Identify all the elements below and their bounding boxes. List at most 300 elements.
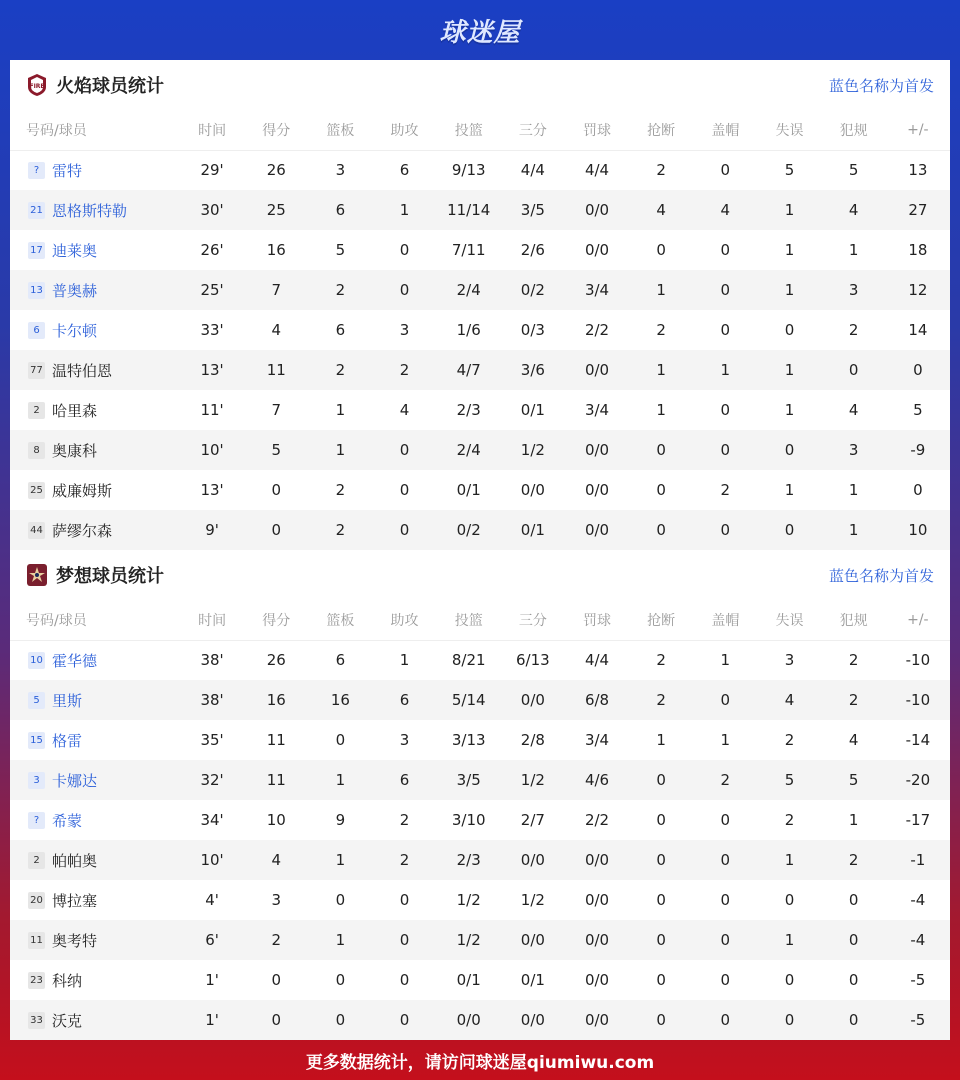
stat-cell: 0 <box>720 241 731 259</box>
stat-cell: 0 <box>656 1011 666 1029</box>
jersey-number-badge: 3 <box>28 772 45 789</box>
stat-cell: 16 <box>330 691 350 709</box>
table-row[interactable] <box>10 270 950 310</box>
stat-cell: 10' <box>200 851 224 869</box>
stat-cell: 0 <box>913 361 923 379</box>
column-header: 投篮 <box>454 122 483 139</box>
stat-cell: 14 <box>908 321 928 339</box>
stat-cell: 2/2 <box>584 321 610 339</box>
player-cell <box>10 640 180 680</box>
player-name-link[interactable]: 奥考特 <box>52 931 98 950</box>
stat-cell: 29' <box>180 150 244 190</box>
starter-note-link[interactable]: 蓝色名称为首发 <box>828 566 934 585</box>
stat-cell: 8/21 <box>437 640 501 680</box>
player-cell <box>10 880 180 920</box>
stat-cell: 26' <box>200 241 224 259</box>
team-panel-fire <box>10 60 950 550</box>
player-stats-table <box>10 110 950 550</box>
stat-cell: 30' <box>200 201 224 219</box>
stat-cell: 3/4 <box>584 731 610 749</box>
jersey-number-badge: ? <box>28 162 45 179</box>
stat-cell: -1 <box>910 851 926 869</box>
stat-cell: 2/6 <box>520 241 545 259</box>
stat-cell: 2/4 <box>456 441 481 459</box>
stat-cell: 4/4 <box>565 150 629 190</box>
column-header: 犯规 <box>839 122 868 139</box>
player-name-link[interactable]: 博拉塞 <box>52 891 98 910</box>
stat-cell: 1 <box>335 771 346 789</box>
stat-cell: 2 <box>822 640 886 680</box>
stat-cell: 0 <box>335 1011 346 1029</box>
player-cell <box>10 270 180 310</box>
stat-cell: 0 <box>720 521 731 539</box>
stat-cell: 0 <box>720 891 731 909</box>
brand-logo: 球迷屋 <box>439 17 521 48</box>
table-header-row <box>10 110 950 150</box>
stat-cell: 34' <box>200 811 224 829</box>
stat-cell: 5 <box>335 241 346 259</box>
player-cell <box>10 960 180 1000</box>
stat-cell: 0/0 <box>584 521 610 539</box>
stat-cell: 32' <box>200 771 224 789</box>
stat-cell: 0 <box>271 521 281 539</box>
stat-cell: -17 <box>905 811 931 829</box>
stat-cell: 2/7 <box>520 811 545 829</box>
stat-cell: 1 <box>784 931 795 949</box>
stat-cell: 0 <box>693 150 757 190</box>
stat-cell: 0 <box>656 811 666 829</box>
stat-cell: 0 <box>399 441 410 459</box>
stat-cell: -9 <box>910 441 926 459</box>
stat-cell: 33' <box>200 321 224 339</box>
stat-cell: 4' <box>205 891 219 909</box>
team-title-group <box>26 562 164 588</box>
player-name-link[interactable]: 格雷 <box>52 731 83 750</box>
stat-cell: 2 <box>656 691 666 709</box>
stat-cell: 0 <box>656 441 666 459</box>
stat-cell: 0 <box>848 891 859 909</box>
stat-cell: 2 <box>720 771 731 789</box>
stat-cell: 1 <box>372 640 436 680</box>
stat-cell: 0 <box>720 851 731 869</box>
player-name-link[interactable]: 卡娜达 <box>52 771 98 790</box>
stat-cell: 11 <box>266 731 286 749</box>
stat-cell: 0 <box>784 321 795 339</box>
stat-cell: 0 <box>656 481 666 499</box>
table-row[interactable] <box>10 510 950 550</box>
table-row[interactable] <box>10 760 950 800</box>
stat-cell: 0 <box>399 521 410 539</box>
table-row[interactable] <box>10 920 950 960</box>
column-header: 助攻 <box>390 122 419 139</box>
stat-cell: 1 <box>784 851 795 869</box>
stat-cell: 2 <box>784 731 795 749</box>
stat-cell: 0/1 <box>520 971 545 989</box>
player-cell <box>10 390 180 430</box>
stat-cell: 2 <box>399 361 410 379</box>
stat-cell: 16 <box>266 691 286 709</box>
player-name-link[interactable]: 恩格斯特勒 <box>52 201 128 220</box>
stat-cell: -20 <box>905 771 931 789</box>
stat-cell: -14 <box>905 731 931 749</box>
stat-cell: 6 <box>399 771 410 789</box>
jersey-number-badge: 33 <box>28 1012 45 1029</box>
player-name-link[interactable]: 卡尔顿 <box>52 321 98 340</box>
jersey-number-badge: 13 <box>28 282 45 299</box>
player-name-link[interactable]: 萨缪尔森 <box>52 521 113 540</box>
table-body <box>10 640 950 1040</box>
stat-cell: 0 <box>720 811 731 829</box>
jersey-number-badge: 2 <box>28 852 45 869</box>
stat-cell: 1 <box>720 731 731 749</box>
table-row[interactable] <box>10 840 950 880</box>
jersey-number-badge: 23 <box>28 972 45 989</box>
player-name-link[interactable]: 雷特 <box>52 161 83 180</box>
stat-cell: 4 <box>656 201 666 219</box>
table-row[interactable] <box>10 390 950 430</box>
column-header: 三分 <box>518 122 547 139</box>
player-cell <box>10 310 180 350</box>
column-header: 盖帽 <box>711 612 740 629</box>
stat-cell: 0 <box>656 241 666 259</box>
stat-cell: 38' <box>180 640 244 680</box>
stat-cell: 0/0 <box>584 481 610 499</box>
stat-cell: -5 <box>910 1011 926 1029</box>
stat-cell: 11 <box>266 771 286 789</box>
stat-cell: 7 <box>271 401 281 419</box>
column-header: 得分 <box>262 612 291 629</box>
stat-cell: 1 <box>335 931 346 949</box>
jersey-number-badge: 20 <box>28 892 45 909</box>
column-header-player: 号码/球员 <box>26 122 87 139</box>
column-header-player: 号码/球员 <box>26 612 87 629</box>
team-panel-dream <box>10 550 950 1040</box>
stat-cell: 6 <box>308 640 372 680</box>
stat-cell: 0 <box>784 441 795 459</box>
player-name-link[interactable]: 霍华德 <box>52 651 98 670</box>
stat-cell: 0 <box>399 891 410 909</box>
player-cell <box>10 470 180 510</box>
player-name-link[interactable]: 里斯 <box>52 691 83 710</box>
stat-cell: 18 <box>908 241 928 259</box>
jersey-number-badge: 10 <box>28 652 45 669</box>
stat-cell: 0/0 <box>584 241 610 259</box>
jersey-number-badge: 21 <box>28 202 45 219</box>
table-row[interactable] <box>10 310 950 350</box>
stat-cell: 1 <box>720 361 731 379</box>
stat-cell: 5 <box>784 771 795 789</box>
player-name-link[interactable]: 威廉姆斯 <box>52 481 113 500</box>
stat-cell: 10' <box>200 441 224 459</box>
dream-logo-icon <box>26 563 48 587</box>
stat-cell: 0 <box>656 931 666 949</box>
table-row[interactable] <box>10 230 950 270</box>
stat-cell: 6 <box>335 321 346 339</box>
stat-cell: 0 <box>399 1011 410 1029</box>
player-name-link[interactable]: 哈里森 <box>52 401 98 420</box>
stat-cell: 2 <box>399 811 410 829</box>
stat-cell: 1 <box>784 241 795 259</box>
stat-cell: 2 <box>720 481 731 499</box>
stat-cell: 11/14 <box>447 201 491 219</box>
stat-cell: 3 <box>399 731 410 749</box>
stat-cell: 1 <box>693 640 757 680</box>
stat-cell: 2 <box>335 361 346 379</box>
stat-cell: 1 <box>784 361 795 379</box>
stat-cell: 4 <box>720 201 731 219</box>
stat-cell: 3 <box>271 891 281 909</box>
player-cell <box>10 150 180 190</box>
player-cell <box>10 840 180 880</box>
stat-cell: 5 <box>848 771 859 789</box>
table-row[interactable] <box>10 960 950 1000</box>
jersey-number-badge: ? <box>28 812 45 829</box>
stat-cell: 3 <box>757 640 821 680</box>
table-row[interactable] <box>10 720 950 760</box>
stat-cell: 3/4 <box>584 281 610 299</box>
table-row[interactable] <box>10 350 950 390</box>
stat-cell: 6 <box>399 691 410 709</box>
stat-cell: 5 <box>271 441 281 459</box>
column-header: 得分 <box>262 122 291 139</box>
stat-cell: 13 <box>886 150 950 190</box>
team-title: 火焰球员统计 <box>56 76 164 97</box>
stat-cell: 0/0 <box>520 1011 545 1029</box>
stat-cell: 0 <box>656 891 666 909</box>
stat-cell: 2 <box>629 640 693 680</box>
stat-cell: 0/1 <box>520 521 545 539</box>
stat-cell: 2/3 <box>456 401 481 419</box>
jersey-number-badge: 2 <box>28 402 45 419</box>
column-header: 抢断 <box>647 122 676 139</box>
stat-cell: 4/7 <box>456 361 481 379</box>
stat-cell: -5 <box>910 971 926 989</box>
stat-cell: 2 <box>848 321 859 339</box>
player-name-link[interactable]: 温特伯恩 <box>52 361 113 380</box>
table-row[interactable] <box>10 190 950 230</box>
stat-cell: 25 <box>266 201 286 219</box>
stat-cell: 2/8 <box>520 731 545 749</box>
player-name-link[interactable]: 沃克 <box>52 1011 83 1030</box>
stat-cell: 11 <box>266 361 286 379</box>
column-header: +/- <box>907 611 929 628</box>
player-name-link[interactable]: 帕帕奥 <box>52 851 98 870</box>
stat-cell: 0 <box>335 891 346 909</box>
stat-cell: 1 <box>784 201 795 219</box>
column-header: 投篮 <box>454 612 483 629</box>
stat-cell: 5 <box>913 401 923 419</box>
stat-cell: 13' <box>200 481 224 499</box>
stat-cell: 0 <box>271 1011 281 1029</box>
jersey-number-badge: 8 <box>28 442 45 459</box>
stat-cell: 6/13 <box>501 640 565 680</box>
column-header: 失误 <box>775 122 804 139</box>
stat-cell: 3 <box>848 281 859 299</box>
stat-cell: 0 <box>848 971 859 989</box>
column-header: 篮板 <box>326 612 355 629</box>
stat-cell: 1 <box>656 401 666 419</box>
player-cell <box>10 190 180 230</box>
stat-cell: 7/11 <box>451 241 486 259</box>
jersey-number-badge: 15 <box>28 732 45 749</box>
table-row[interactable] <box>10 680 950 720</box>
stat-cell: 35' <box>200 731 224 749</box>
stat-cell: 6 <box>335 201 346 219</box>
stat-cell: 1 <box>335 851 346 869</box>
column-header: +/- <box>907 121 929 138</box>
table-row[interactable] <box>10 1000 950 1040</box>
stat-cell: 3/4 <box>584 401 610 419</box>
stat-cell: 2/3 <box>456 851 481 869</box>
player-name-link[interactable]: 科纳 <box>52 971 83 990</box>
stat-cell: 0/1 <box>456 481 481 499</box>
column-header: 抢断 <box>647 612 676 629</box>
fever-logo-icon <box>26 73 48 97</box>
stat-cell: 0 <box>784 891 795 909</box>
stat-cell: 0 <box>399 971 410 989</box>
stat-cell: 0 <box>784 1011 795 1029</box>
stat-cell: 0 <box>784 521 795 539</box>
stat-cell: 7 <box>271 281 281 299</box>
table-row[interactable] <box>10 150 950 190</box>
footer-banner[interactable]: 更多数据统计，请访问球迷屋qiumiwu.com <box>305 1052 655 1073</box>
stat-cell: 1 <box>399 201 410 219</box>
stat-cell: 1/6 <box>456 321 481 339</box>
stat-cell: 11' <box>200 401 224 419</box>
stat-cell: 0 <box>848 1011 859 1029</box>
player-stats-table <box>10 600 950 1040</box>
stat-cell: 2 <box>399 851 410 869</box>
stat-cell: 1/2 <box>456 931 481 949</box>
team-title-group <box>26 72 164 98</box>
player-name-link[interactable]: 普奥赫 <box>52 281 98 300</box>
stat-cell: 12 <box>908 281 928 299</box>
stat-cell: 0/0 <box>584 441 610 459</box>
player-name-link[interactable]: 奥康科 <box>52 441 98 460</box>
stat-cell: 0/0 <box>520 691 545 709</box>
stat-cell: 0/0 <box>584 201 610 219</box>
jersey-number-badge: 17 <box>28 242 45 259</box>
column-header: 犯规 <box>839 612 868 629</box>
table-row[interactable] <box>10 880 950 920</box>
stat-cell: 0 <box>784 971 795 989</box>
stat-cell: 2/2 <box>584 811 610 829</box>
table-header-row <box>10 600 950 640</box>
stat-cell: 2 <box>848 691 859 709</box>
stat-cell: 1 <box>656 731 666 749</box>
stat-cell: 9 <box>335 811 346 829</box>
stat-cell: 0 <box>720 931 731 949</box>
stat-cell: 0/0 <box>584 1011 610 1029</box>
stat-cell: 0 <box>399 241 410 259</box>
stat-cell: 1 <box>848 241 859 259</box>
table-row[interactable] <box>10 640 950 680</box>
stat-cell: 0/0 <box>584 851 610 869</box>
stat-cell: 0 <box>399 481 410 499</box>
stat-cell: 0/2 <box>520 281 545 299</box>
player-name-link[interactable]: 希蒙 <box>52 811 83 830</box>
team-header <box>10 60 950 110</box>
stat-cell: 2 <box>848 851 859 869</box>
stat-cell: 1 <box>335 441 346 459</box>
player-name-link[interactable]: 迪莱奥 <box>52 241 98 260</box>
stat-cell: 9/13 <box>437 150 501 190</box>
column-header: 助攻 <box>390 612 419 629</box>
stat-cell: 0 <box>656 521 666 539</box>
stat-cell: 26 <box>244 150 308 190</box>
stat-cell: 0 <box>720 321 731 339</box>
team-header <box>10 550 950 600</box>
table-row[interactable] <box>10 470 950 510</box>
stat-cell: 0 <box>271 971 281 989</box>
stat-cell: 0/0 <box>456 1011 481 1029</box>
stat-cell: 0/3 <box>520 321 545 339</box>
table-row[interactable] <box>10 800 950 840</box>
stat-cell: 1 <box>784 401 795 419</box>
stat-cell: 0/0 <box>520 481 545 499</box>
stat-cell: 0 <box>335 731 346 749</box>
stat-cell: 1' <box>205 971 219 989</box>
stat-cell: 2 <box>271 931 281 949</box>
stat-cell: 0 <box>720 1011 731 1029</box>
jersey-number-badge: 11 <box>28 932 45 949</box>
stat-cell: 16 <box>266 241 286 259</box>
column-header: 三分 <box>518 612 547 629</box>
svg-text:FIRE: FIRE <box>29 83 45 90</box>
stat-cell: 6' <box>205 931 219 949</box>
stat-cell: 3/5 <box>456 771 481 789</box>
stat-cell: 6/8 <box>584 691 610 709</box>
player-cell <box>10 720 180 760</box>
stat-cell: 1' <box>205 1011 219 1029</box>
stat-cell: 0 <box>399 931 410 949</box>
stat-cell: 5 <box>757 150 821 190</box>
stat-cell: 3/13 <box>451 731 486 749</box>
stat-cell: 1 <box>656 361 666 379</box>
jersey-number-badge: 5 <box>28 692 45 709</box>
stat-cell: 1 <box>784 281 795 299</box>
jersey-number-badge: 44 <box>28 522 45 539</box>
starter-note-link[interactable]: 蓝色名称为首发 <box>828 76 934 95</box>
stat-cell: 0/0 <box>584 361 610 379</box>
stat-cell: 5/14 <box>451 691 486 709</box>
stat-cell: 0 <box>720 691 731 709</box>
jersey-number-badge: 77 <box>28 362 45 379</box>
stat-cell: 1/2 <box>520 441 545 459</box>
stat-cell: 0 <box>848 931 859 949</box>
stat-cell: 1 <box>784 481 795 499</box>
stat-cell: 4/4 <box>565 640 629 680</box>
stat-cell: 2 <box>335 281 346 299</box>
stat-cell: 6 <box>372 150 436 190</box>
stat-cell: 0/0 <box>584 931 610 949</box>
stat-cell: -10 <box>905 691 931 709</box>
stat-cell: 9' <box>205 521 219 539</box>
stat-cell: 0 <box>848 361 859 379</box>
stat-cell: 5 <box>822 150 886 190</box>
stat-cell: 2 <box>335 521 346 539</box>
stat-cell: 0/0 <box>584 891 610 909</box>
stat-cell: 3 <box>848 441 859 459</box>
player-cell <box>10 760 180 800</box>
stat-cell: 1/2 <box>456 891 481 909</box>
player-cell <box>10 920 180 960</box>
stat-cell: 2 <box>629 150 693 190</box>
stat-cell: 3 <box>399 321 410 339</box>
stat-cell: 38' <box>200 691 224 709</box>
stat-cell: 4 <box>271 321 281 339</box>
table-row[interactable] <box>10 430 950 470</box>
